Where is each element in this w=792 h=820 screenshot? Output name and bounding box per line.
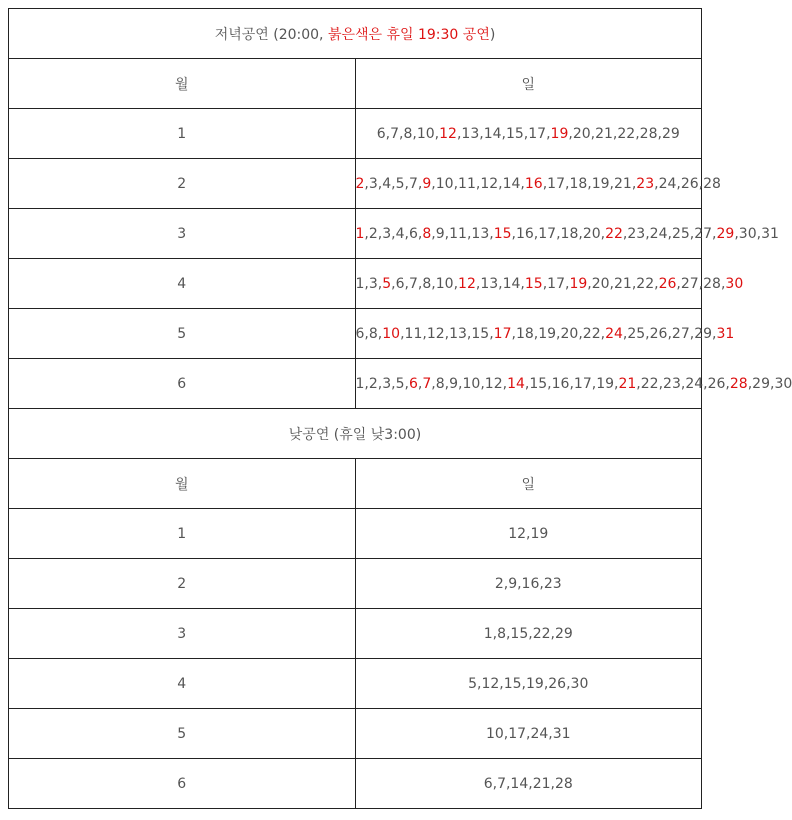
day: 12 bbox=[426, 325, 445, 342]
evening-month-cell: 5 bbox=[9, 309, 356, 359]
matinee-row bbox=[9, 709, 702, 759]
day: 15 bbox=[529, 375, 548, 392]
matinee-row bbox=[9, 559, 702, 609]
day: 7 bbox=[409, 175, 418, 192]
evening-row bbox=[9, 309, 702, 359]
day: 10 bbox=[462, 375, 481, 392]
matinee-header-row bbox=[9, 459, 702, 509]
day: 18 bbox=[560, 225, 579, 242]
day: 15 bbox=[471, 325, 490, 342]
evening-row bbox=[9, 109, 702, 159]
holiday-day: 23 bbox=[636, 175, 655, 192]
day: 20 bbox=[591, 275, 610, 292]
day: 9 bbox=[449, 375, 459, 392]
holiday-day: 15 bbox=[524, 275, 543, 292]
day: 24 bbox=[685, 375, 704, 392]
holiday-day: 28 bbox=[729, 375, 748, 392]
evening-days-cell: 1,2,3,5,6,7,8,9,10,12,14,15,16,17,19,21,22,23,24,26,28,29,30 bbox=[355, 359, 702, 409]
holiday-day: 31 bbox=[716, 325, 735, 342]
evening-days-cell: 6,7,8,10,12,13,14,15,17,19,20,21,22,28,29 bbox=[355, 109, 702, 159]
evening-month-cell: 4 bbox=[9, 259, 356, 309]
day: 26 bbox=[649, 325, 668, 342]
holiday-day: 30 bbox=[725, 275, 744, 292]
evening-title bbox=[9, 9, 702, 59]
day: 13 bbox=[449, 325, 467, 342]
evening-row bbox=[9, 259, 702, 309]
holiday-day: 14 bbox=[507, 375, 525, 392]
day: 28 bbox=[703, 275, 721, 292]
holiday-day: 5 bbox=[382, 275, 392, 292]
day: 26 bbox=[707, 375, 726, 392]
day: 10 bbox=[416, 125, 435, 142]
evening-title-row bbox=[9, 9, 702, 59]
day: 1 bbox=[355, 275, 365, 292]
day: 3 bbox=[382, 375, 392, 392]
day: 20 bbox=[582, 225, 601, 242]
day: 14 bbox=[502, 275, 521, 292]
matinee-row bbox=[9, 609, 702, 659]
holiday-day: 29 bbox=[716, 225, 735, 242]
day: 26 bbox=[680, 175, 699, 192]
day: 2 bbox=[368, 225, 378, 242]
holiday-day: 10 bbox=[382, 325, 401, 342]
day: 18 bbox=[515, 325, 534, 342]
day: 14 bbox=[502, 175, 521, 192]
day: 19 bbox=[538, 325, 557, 342]
matinee-row bbox=[9, 509, 702, 559]
day: 27 bbox=[680, 275, 699, 292]
day: 19 bbox=[596, 375, 615, 392]
holiday-day: 19 bbox=[569, 275, 588, 292]
matinee-title: 낮공연 (휴일 낮3:00) bbox=[9, 409, 702, 459]
day: 8 bbox=[403, 125, 413, 142]
day: 21 bbox=[614, 275, 632, 292]
day: 30 bbox=[774, 375, 792, 392]
day: 8 bbox=[368, 325, 378, 342]
matinee-days-cell: 2,9,16,23 bbox=[355, 559, 702, 609]
day: 17 bbox=[573, 375, 592, 392]
day: 18 bbox=[569, 175, 588, 192]
evening-day-header: 일 bbox=[355, 59, 702, 109]
evening-header-row bbox=[9, 59, 702, 109]
day: 1 bbox=[355, 375, 365, 392]
day: 13 bbox=[480, 275, 499, 292]
day: 5 bbox=[395, 175, 405, 192]
matinee-title-row bbox=[9, 409, 702, 459]
day: 12 bbox=[480, 175, 499, 192]
evening-days-cell: 1,3,5,6,7,8,10,12,13,14,15,17,19,20,21,22,26,27,28,30 bbox=[355, 259, 702, 309]
holiday-day: 12 bbox=[439, 125, 457, 142]
day: 7 bbox=[390, 125, 400, 142]
matinee-days-cell: 6,7,14,21,28 bbox=[355, 759, 702, 809]
day: 31 bbox=[761, 225, 779, 242]
day: 14 bbox=[483, 125, 502, 142]
day: 29 bbox=[661, 125, 680, 142]
evening-month-cell: 3 bbox=[9, 209, 356, 259]
matinee-days-cell: 12,19 bbox=[355, 509, 702, 559]
evening-month-cell: 6 bbox=[9, 359, 356, 409]
day: 23 bbox=[627, 225, 646, 242]
evening-row bbox=[9, 159, 702, 209]
day: 6 bbox=[376, 125, 386, 142]
holiday-day: 12 bbox=[458, 275, 476, 292]
day: 24 bbox=[658, 175, 677, 192]
day: 22 bbox=[640, 375, 659, 392]
day: 7 bbox=[409, 275, 418, 292]
day: 28 bbox=[703, 175, 721, 192]
holiday-day: 26 bbox=[658, 275, 677, 292]
day: 16 bbox=[551, 375, 570, 392]
evening-days-cell: 1,2,3,4,6,8,9,11,13,15,16,17,18,20,22,23,24,25,27,29,30,31 bbox=[355, 209, 702, 259]
holiday-day: 9 bbox=[422, 175, 432, 192]
day: 8 bbox=[435, 375, 445, 392]
evening-title-prefix: 저녁공연 (20:00, bbox=[214, 26, 328, 43]
day: 29 bbox=[752, 375, 770, 392]
day: 4 bbox=[395, 225, 405, 242]
holiday-day: 21 bbox=[618, 375, 637, 392]
day: 27 bbox=[694, 225, 713, 242]
day: 24 bbox=[649, 225, 668, 242]
day: 6 bbox=[395, 275, 405, 292]
evening-title-highlight: 붉은색은 휴일 19:30 공연 bbox=[327, 26, 490, 43]
day: 10 bbox=[435, 275, 454, 292]
matinee-month-cell: 1 bbox=[9, 509, 356, 559]
holiday-day: 7 bbox=[422, 375, 432, 392]
matinee-month-cell: 5 bbox=[9, 709, 356, 759]
day: 3 bbox=[382, 225, 392, 242]
day: 22 bbox=[636, 275, 655, 292]
day: 2 bbox=[368, 375, 378, 392]
day: 8 bbox=[422, 275, 432, 292]
holiday-day: 16 bbox=[524, 175, 543, 192]
day: 21 bbox=[614, 175, 632, 192]
holiday-day: 17 bbox=[493, 325, 512, 342]
day: 13 bbox=[461, 125, 480, 142]
day: 11 bbox=[449, 225, 467, 242]
matinee-month-cell: 4 bbox=[9, 659, 356, 709]
holiday-day: 2 bbox=[355, 175, 365, 192]
day: 20 bbox=[572, 125, 591, 142]
holiday-day: 24 bbox=[605, 325, 623, 342]
day: 25 bbox=[671, 225, 690, 242]
day: 10 bbox=[435, 175, 454, 192]
day: 17 bbox=[547, 175, 565, 192]
holiday-day: 22 bbox=[605, 225, 623, 242]
day: 22 bbox=[582, 325, 601, 342]
matinee-month-cell: 2 bbox=[9, 559, 356, 609]
holiday-day: 1 bbox=[355, 225, 365, 242]
evening-title-suffix: ) bbox=[489, 26, 496, 43]
day: 17 bbox=[538, 225, 557, 242]
day: 6 bbox=[355, 325, 365, 342]
day: 21 bbox=[595, 125, 613, 142]
evening-days-cell: 6,8,10,11,12,13,15,17,18,19,20,22,24,25,26,27,29,31 bbox=[355, 309, 702, 359]
day: 27 bbox=[671, 325, 690, 342]
day: 3 bbox=[368, 175, 378, 192]
day: 17 bbox=[528, 125, 547, 142]
day: 30 bbox=[738, 225, 757, 242]
day: 17 bbox=[547, 275, 565, 292]
day: 11 bbox=[458, 175, 476, 192]
matinee-month-cell: 3 bbox=[9, 609, 356, 659]
holiday-day: 19 bbox=[550, 125, 569, 142]
day: 28 bbox=[639, 125, 658, 142]
matinee-days-cell: 10,17,24,31 bbox=[355, 709, 702, 759]
holiday-day: 15 bbox=[493, 225, 512, 242]
evening-month-header: 월 bbox=[9, 59, 356, 109]
day: 15 bbox=[505, 125, 524, 142]
matinee-row bbox=[9, 659, 702, 709]
evening-month-cell: 1 bbox=[9, 109, 356, 159]
matinee-month-cell: 6 bbox=[9, 759, 356, 809]
holiday-day: 6 bbox=[409, 375, 418, 392]
matinee-month-header: 월 bbox=[9, 459, 356, 509]
evening-row bbox=[9, 209, 702, 259]
day: 9 bbox=[435, 225, 445, 242]
day: 4 bbox=[382, 175, 392, 192]
schedule-table bbox=[8, 8, 792, 809]
day: 11 bbox=[404, 325, 423, 342]
day: 29 bbox=[694, 325, 713, 342]
day: 19 bbox=[591, 175, 610, 192]
evening-row bbox=[9, 359, 702, 409]
holiday-day: 8 bbox=[422, 225, 432, 242]
evening-month-cell: 2 bbox=[9, 159, 356, 209]
matinee-row bbox=[9, 759, 702, 809]
day: 5 bbox=[395, 375, 405, 392]
day: 22 bbox=[617, 125, 636, 142]
matinee-day-header: 일 bbox=[355, 459, 702, 509]
evening-days-cell: 2,3,4,5,7,9,10,11,12,14,16,17,18,19,21,23,24,26,28 bbox=[355, 159, 702, 209]
day: 23 bbox=[663, 375, 681, 392]
day: 3 bbox=[368, 275, 378, 292]
day: 16 bbox=[515, 225, 534, 242]
day: 6 bbox=[409, 225, 418, 242]
matinee-days-cell: 5,12,15,19,26,30 bbox=[355, 659, 702, 709]
day: 12 bbox=[484, 375, 503, 392]
day: 20 bbox=[560, 325, 579, 342]
day: 13 bbox=[471, 225, 490, 242]
matinee-days-cell: 1,8,15,22,29 bbox=[355, 609, 702, 659]
day: 25 bbox=[627, 325, 646, 342]
